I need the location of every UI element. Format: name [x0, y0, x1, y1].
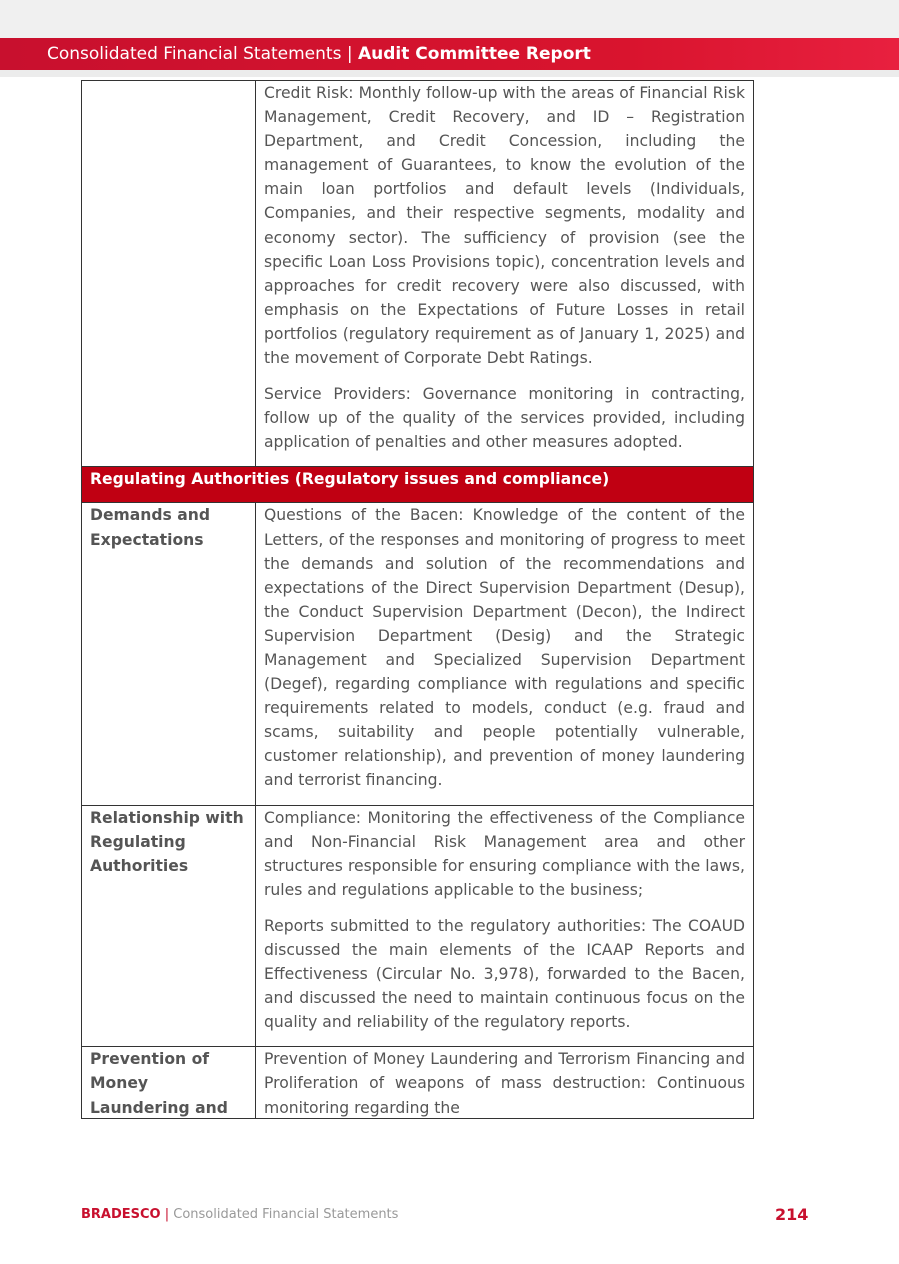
prevention-cell — [256, 1047, 754, 1119]
demands-paragraph: Questions of the Bacen: Knowledge of the content of the Letters, of the responses and monitoring of progress to meet the demands and solution of the recommendations and expectations of the Direct Supervision Department (Desup), the Conduct Supervision Department (Decon), the Indirect Supervision Department (Desig) and the Strategic Management and Specialized Supervision Department (Degef), regarding compliance with regulations and specific requirements related to models, conduct (e.g. fraud and scams, suitability and people potentially vulnerable, customer relationship), and prevention of money laundering and terrorist financing. — [264, 506, 745, 790]
footer-separator: | — [160, 1207, 174, 1222]
credit-risk-paragraph: Credit Risk: Monthly follow-up with the areas of Financial Risk Management, Credit Recovery, and ID – Registration Department, and Credit Concession, including the management of Guarantees, to know the evolution of the main loan portfolios and default levels (Individuals, Companies, and their respective segments, modality and economy sector). The sufficiency of provision (see the specific Loan Loss Provisions topic), concentration levels and approaches for credit recovery were also discussed, with emphasis on the Expectations of Future Losses in retail portfolios (regulatory requirement as of January 1, 2025) and the movement of Corporate Debt Ratings. — [264, 84, 745, 368]
prevention-label-cell — [82, 1047, 256, 1119]
header-title-bold: Audit Committee Report — [357, 44, 591, 64]
table-row-credit — [82, 81, 754, 467]
header-shadow — [0, 70, 899, 77]
relationship-cell — [256, 805, 754, 1047]
header-title — [47, 44, 591, 64]
section-title: Regulating Authorities (Regulatory issues and compliance) — [82, 467, 754, 503]
table-row-demands — [82, 503, 754, 805]
audit-table — [81, 80, 754, 1119]
page-header — [0, 38, 899, 70]
table-row-prevention — [82, 1047, 754, 1119]
header-title-prefix: Consolidated Financial Statements | — [47, 44, 358, 64]
page-number: 214 — [775, 1205, 809, 1224]
empty-label-cell — [82, 81, 256, 467]
footer-text: Consolidated Financial Statements — [173, 1207, 399, 1222]
service-providers-paragraph: Service Providers: Governance monitoring in contracting, follow up of the quality of the services provided, including application of penalties and other measures adopted. — [264, 385, 745, 452]
section-header-row — [82, 467, 754, 503]
prevention-label: Prevention of Money Laundering and — [90, 1050, 228, 1117]
demands-label: Demands and Expectations — [82, 503, 256, 805]
table-row-relationship — [82, 805, 754, 1047]
reports-paragraph: Reports submitted to the regulatory authorities: The COAUD discussed the main elements of the ICAAP Reports and Effectiveness (Circular No. 3,978), forwarded to the Bacen, and discussed the need to maintain continuous focus on the quality and reliability of the regulatory reports. — [264, 916, 745, 1032]
relationship-label: Relationship with Regulating Authorities — [82, 805, 256, 1047]
top-margin — [0, 0, 899, 38]
credit-cell — [256, 81, 754, 467]
compliance-paragraph: Compliance: Monitoring the effectiveness of the Compliance and Non-Financial Risk Management area and other structures responsible for ensuring compliance with the laws, rules and regulations applicable to the business; — [264, 808, 745, 899]
prevention-paragraph: Prevention of Money Laundering and Terrorism Financing and Proliferation of weapons of mass destruction: Continuous monitoring regarding the — [264, 1050, 745, 1117]
page-footer — [81, 1207, 398, 1222]
footer-brand: BRADESCO — [81, 1207, 161, 1222]
demands-cell — [256, 503, 754, 805]
